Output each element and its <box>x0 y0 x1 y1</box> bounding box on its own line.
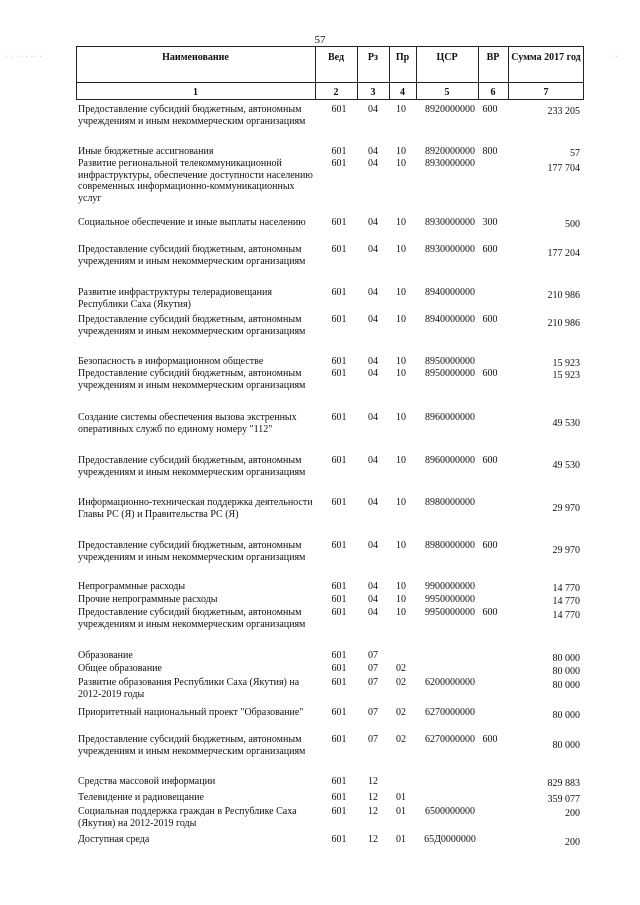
row-rz: 04 <box>368 158 378 169</box>
row-ved: 601 <box>331 834 347 845</box>
row-ved: 601 <box>331 594 347 605</box>
row-csr: 9950000000 <box>425 607 475 618</box>
row-sum: 15 923 <box>552 358 580 369</box>
row-pr: 10 <box>396 287 406 298</box>
row-sum: 210 986 <box>547 318 580 329</box>
row-rz: 07 <box>368 707 378 718</box>
row-ved: 601 <box>331 776 347 787</box>
row-rz: 04 <box>368 497 378 508</box>
row-name: Прочие непрограммные расходы <box>78 594 218 605</box>
row-rz: 07 <box>368 650 378 661</box>
row-sum: 210 986 <box>547 290 580 301</box>
row-name: Иные бюджетные ассигнования <box>78 146 214 157</box>
row-ved: 601 <box>331 244 347 255</box>
row-pr: 10 <box>396 368 406 379</box>
row-ved: 601 <box>331 356 347 367</box>
row-sum: 15 923 <box>552 370 580 381</box>
header-pr: Пр <box>395 52 410 63</box>
row-rz: 07 <box>368 677 378 688</box>
row-vr: 600 <box>482 314 498 325</box>
row-ved: 601 <box>331 806 347 817</box>
row-pr: 02 <box>396 707 406 718</box>
row-ved: 601 <box>331 368 347 379</box>
row-csr: 8950000000 <box>425 368 475 379</box>
row-ved: 601 <box>331 607 347 618</box>
header-name: Наименование <box>162 52 229 63</box>
row-name: Непрограммные расходы <box>78 581 186 592</box>
row-vr: 600 <box>482 368 498 379</box>
row-ved: 601 <box>331 217 347 228</box>
row-vr: 600 <box>482 540 498 551</box>
row-ved: 601 <box>331 540 347 551</box>
row-name: Предоставление субсидий бюджетным, автономным учреждениям и иным некоммерческим организациям <box>78 540 306 563</box>
row-pr: 10 <box>396 412 406 423</box>
row-name: Предоставление субсидий бюджетным, автономным учреждениям и иным некоммерческим организациям <box>78 368 306 391</box>
row-name: Предоставление субсидий бюджетным, автономным учреждениям и иным некоммерческим организациям <box>78 244 306 267</box>
row-csr: 9950000000 <box>425 594 475 605</box>
row-name: Развитие региональной телекоммуникационной инфраструктуры, обеспечение доступности населению современных информационно-коммуникационных услуг <box>78 158 313 204</box>
row-name: Развитие образования Республики Саха (Якутия) на 2012-2019 годы <box>78 677 300 700</box>
row-pr: 02 <box>396 734 406 745</box>
row-sum: 29 970 <box>552 503 580 514</box>
row-rz: 04 <box>368 594 378 605</box>
row-name: Создание системы обеспечения вызова экстренных оперативных служб по единому номеру "112" <box>78 412 297 435</box>
table-header <box>76 46 584 100</box>
row-csr: 65Д0000000 <box>424 834 476 845</box>
row-rz: 04 <box>368 412 378 423</box>
row-rz: 12 <box>368 834 378 845</box>
row-pr: 10 <box>396 497 406 508</box>
row-sum: 200 <box>565 808 580 819</box>
header-num-1: 1 <box>193 87 198 98</box>
row-rz: 04 <box>368 356 378 367</box>
row-csr: 8940000000 <box>425 287 475 298</box>
header-vr: ВР <box>486 52 500 63</box>
row-vr: 300 <box>482 217 498 228</box>
row-csr: 8940000000 <box>425 314 475 325</box>
row-ved: 601 <box>331 455 347 466</box>
row-rz: 04 <box>368 607 378 618</box>
row-rz: 04 <box>368 540 378 551</box>
row-csr: 6270000000 <box>425 734 475 745</box>
row-sum: 829 883 <box>547 778 580 789</box>
row-pr: 01 <box>396 834 406 845</box>
row-vr: 800 <box>482 146 498 157</box>
row-ved: 601 <box>331 287 347 298</box>
row-name: Приоритетный национальный проект "Образование" <box>78 707 304 718</box>
row-rz: 07 <box>368 663 378 674</box>
row-ved: 601 <box>331 677 347 688</box>
header-num-2: 2 <box>333 87 339 98</box>
row-csr: 6270000000 <box>425 707 475 718</box>
row-csr: 8920000000 <box>425 146 475 157</box>
row-sum: 500 <box>565 219 580 230</box>
row-pr: 02 <box>396 677 406 688</box>
header-sum: Сумма 2017 год <box>511 52 581 63</box>
row-ved: 601 <box>331 314 347 325</box>
row-name: Общее образование <box>78 663 162 674</box>
row-sum: 57 <box>570 148 580 159</box>
row-ved: 601 <box>331 734 347 745</box>
row-vr: 600 <box>482 455 498 466</box>
row-pr: 10 <box>396 158 406 169</box>
row-name: Средства массовой информации <box>78 776 216 787</box>
row-sum: 49 530 <box>552 418 580 429</box>
row-ved: 601 <box>331 104 347 115</box>
header-num-5: 5 <box>444 87 450 98</box>
row-rz: 04 <box>368 455 378 466</box>
row-name: Предоставление субсидий бюджетным, автономным учреждениям и иным некоммерческим организациям <box>78 104 306 127</box>
row-rz: 07 <box>368 734 378 745</box>
row-ved: 601 <box>331 146 347 157</box>
row-name: Предоставление субсидий бюджетным, автономным учреждениям и иным некоммерческим организациям <box>78 734 306 757</box>
row-sum: 80 000 <box>552 710 580 721</box>
row-pr: 02 <box>396 663 406 674</box>
row-csr: 8950000000 <box>425 356 475 367</box>
row-sum: 177 204 <box>547 248 580 259</box>
row-name: Доступная среда <box>78 834 150 845</box>
row-pr: 01 <box>396 792 406 803</box>
row-ved: 601 <box>331 497 347 508</box>
row-name: Социальная поддержка граждан в Республике Саха (Якутия) на 2012-2019 годы <box>78 806 297 829</box>
row-name: Образование <box>78 650 133 661</box>
row-sum: 80 000 <box>552 680 580 691</box>
row-rz: 12 <box>368 776 378 787</box>
row-sum: 200 <box>565 837 580 848</box>
row-rz: 12 <box>368 792 378 803</box>
row-csr: 6500000000 <box>425 806 475 817</box>
row-ved: 601 <box>331 581 347 592</box>
row-csr: 6200000000 <box>425 677 475 688</box>
row-pr: 10 <box>396 581 406 592</box>
header-num-6: 6 <box>490 87 496 98</box>
row-sum: 80 000 <box>552 653 580 664</box>
row-rz: 12 <box>368 806 378 817</box>
row-sum: 80 000 <box>552 666 580 677</box>
row-name: Социальное обеспечение и иные выплаты населению <box>78 217 306 228</box>
row-sum: 14 770 <box>552 583 580 594</box>
row-csr: 8960000000 <box>425 412 475 423</box>
row-pr: 10 <box>396 146 406 157</box>
row-pr: 10 <box>396 314 406 325</box>
row-pr: 01 <box>396 806 406 817</box>
row-sum: 177 704 <box>547 163 580 174</box>
scan-artifact-left: · · ·· · ·· · <box>6 54 43 60</box>
row-vr: 600 <box>482 734 498 745</box>
page-number: 57 <box>314 34 326 46</box>
row-sum: 233 205 <box>547 106 580 117</box>
row-sum: 359 077 <box>547 794 580 805</box>
row-name: Безопасность в информационном обществе <box>78 356 264 367</box>
row-csr: 8930000000 <box>425 244 475 255</box>
row-pr: 10 <box>396 540 406 551</box>
row-csr: 8980000000 <box>425 540 475 551</box>
header-ved: Вед <box>327 52 345 63</box>
row-rz: 04 <box>368 244 378 255</box>
row-csr: 9900000000 <box>425 581 475 592</box>
row-pr: 10 <box>396 244 406 255</box>
row-name: Предоставление субсидий бюджетным, автономным учреждениям и иным некоммерческим организациям <box>78 607 306 630</box>
header-num-4: 4 <box>400 87 405 98</box>
row-csr: 8980000000 <box>425 497 475 508</box>
row-pr: 10 <box>396 594 406 605</box>
row-name: Телевидение и радиовещание <box>78 792 204 803</box>
row-pr: 10 <box>396 607 406 618</box>
row-ved: 601 <box>331 412 347 423</box>
row-rz: 04 <box>368 287 378 298</box>
row-sum: 14 770 <box>552 596 580 607</box>
row-ved: 601 <box>331 158 347 169</box>
row-ved: 601 <box>331 650 347 661</box>
row-sum: 29 970 <box>552 545 580 556</box>
row-rz: 04 <box>368 146 378 157</box>
row-csr: 8920000000 <box>425 104 475 115</box>
row-pr: 10 <box>396 356 406 367</box>
row-rz: 04 <box>368 104 378 115</box>
row-name: Предоставление субсидий бюджетным, автономным учреждениям и иным некоммерческим организациям <box>78 455 306 478</box>
row-pr: 10 <box>396 217 406 228</box>
row-sum: 80 000 <box>552 740 580 751</box>
row-rz: 04 <box>368 368 378 379</box>
row-pr: 10 <box>396 455 406 466</box>
row-sum: 14 770 <box>552 610 580 621</box>
row-vr: 600 <box>482 104 498 115</box>
row-csr: 8930000000 <box>425 217 475 228</box>
row-rz: 04 <box>368 581 378 592</box>
header-csr: ЦСР <box>436 52 458 63</box>
row-ved: 601 <box>331 792 347 803</box>
row-vr: 600 <box>482 244 498 255</box>
row-rz: 04 <box>368 314 378 325</box>
row-name: Развитие инфраструктуры телерадиовещания Республики Саха (Якутия) <box>78 287 272 310</box>
header-num-3: 3 <box>370 87 376 98</box>
header-rz: Рз <box>367 52 379 63</box>
row-rz: 04 <box>368 217 378 228</box>
row-csr: 8960000000 <box>425 455 475 466</box>
row-name: Информационно-техническая поддержка деятельности Главы РС (Я) и Правительства РС (Я) <box>78 497 313 520</box>
row-name: Предоставление субсидий бюджетным, автономным учреждениям и иным некоммерческим организациям <box>78 314 306 337</box>
row-vr: 600 <box>482 607 498 618</box>
header-num-7: 7 <box>543 87 549 98</box>
row-ved: 601 <box>331 663 347 674</box>
row-pr: 10 <box>396 104 406 115</box>
scan-artifact-right: · · <box>612 54 618 60</box>
row-ved: 601 <box>331 707 347 718</box>
row-sum: 49 530 <box>552 460 580 471</box>
row-csr: 8930000000 <box>425 158 475 169</box>
